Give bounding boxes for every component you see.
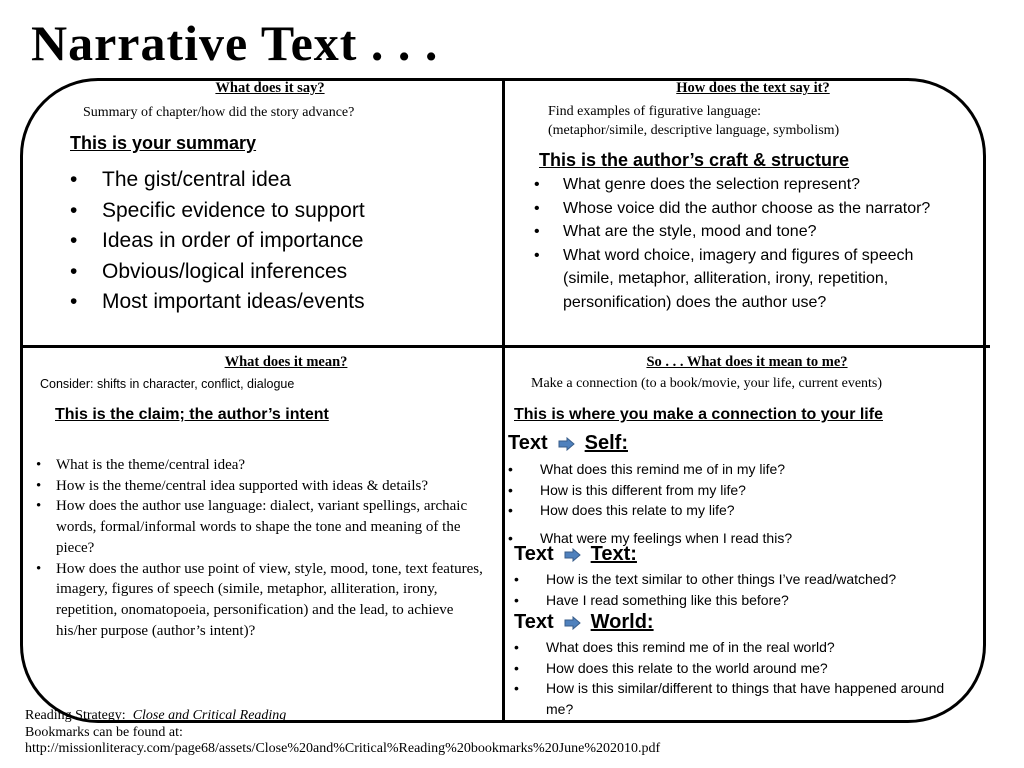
text-text-heading [514,543,637,566]
q2-bullet-list [534,173,954,315]
q1-subtitle: Summary of chapter/how did the story advance? [83,105,355,120]
footer-url[interactable]: http://missionliteracy.com/page68/assets/Close%20and%Critical%Reading%20bookmarks%20June%202010.pdf [25,741,661,756]
text-world-right: World: [590,611,654,633]
bullet-icon: • [508,529,513,546]
horizontal-divider [22,345,990,348]
bullet-icon: • [36,477,42,494]
list-item: • How does the author use language: dialect, variant spellings, archaic words, formal/informal words to shape the tone and meaning of the piece? [36,498,468,556]
text-text-bullet-list [514,569,896,610]
text-self-heading [508,432,628,455]
right-arrow-icon [564,548,581,562]
bullet-icon: • [508,502,513,519]
list-item: • What does this remind me of in the real world? [514,637,954,658]
list-item: • How does the author use point of view, style, mood, tone, text features, imagery, figures of speech (simile, metaphor, alliteration, irony, repetition, onomatopoeia, personification) and the lead, to achieve his/her purpose (author’s intent)? [36,560,483,639]
list-item: • Ideas in order of importance [70,226,365,257]
list-item: • What does this remind me of in my life? [508,459,792,480]
list-item: • What genre does the selection represent? [534,173,954,197]
q3-subtitle: Consider: shifts in character, conflict, dialogue [40,377,295,391]
q3-question: What does it mean? [224,354,348,370]
vertical-divider [502,80,505,722]
list-item: • Whose voice did the author choose as the narrator? [534,197,954,221]
text-world-left: Text [514,611,554,633]
text-self-bullet-list [508,459,792,548]
page-title: Narrative Text . . . [31,15,439,71]
list-item: • How does this relate to the world around me? [514,658,954,679]
bullet-icon: • [514,639,519,655]
bullet-icon: • [70,290,78,313]
bullet-icon: • [514,591,519,608]
q4-heading: This is where you make a connection to your life [514,406,883,423]
list-item: • What word choice, imagery and figures of speech (simile, metaphor, alliteration, irony, repetition, personification) does the author use? [534,244,954,315]
q3-heading: This is the claim; the author’s intent [55,406,329,423]
footer [25,708,660,758]
bullet-icon: • [36,498,42,515]
text-self-right: Self: [584,432,628,454]
text-text-right: Text: [590,543,637,565]
footer-label: Reading Strategy: [25,708,126,723]
q2-subtitle-line2: (metaphor/simile, descriptive language, symbolism) [548,123,840,138]
q2-subtitle-line1: Find examples of figurative language: [548,104,762,119]
q4-question: So . . . What does it mean to me? [646,354,848,370]
text-text-left: Text [514,543,554,565]
footer-strategy-line [25,708,660,725]
bullet-icon: • [508,461,513,477]
list-item: • What are the style, mood and tone? [534,220,954,244]
bullet-icon: • [70,229,78,252]
list-item: • How is the text similar to other things I’ve read/watched? [514,569,896,590]
list-item: • How is this similar/different to things that have happened around me? [514,680,945,717]
list-item: • What were my feelings when I read this? [508,528,792,549]
text-self-left: Text [508,432,548,454]
list-item: • How does this relate to my life? [508,500,792,521]
list-item: • Specific evidence to support [70,196,365,227]
footer-bookmarks-line: Bookmarks can be found at: [25,724,183,740]
q1-heading: This is your summary [70,133,257,153]
q1-bullet-list [70,165,365,318]
q3-bullet-list [36,455,486,641]
list-item: • How is the theme/central idea supported with ideas & details? [36,476,486,497]
q2-heading: This is the author’s craft & structure [539,150,850,170]
bullet-icon: • [534,246,540,264]
bullet-icon: • [534,199,540,217]
q1-question: What does it say? [215,80,325,96]
bullet-icon: • [514,571,519,587]
q2-question: How does the text say it? [676,80,830,96]
text-world-heading [514,611,654,634]
list-item: • Obvious/logical inferences [70,257,365,288]
bullet-icon: • [534,176,540,193]
bullet-icon: • [36,560,42,577]
list-item: • What is the theme/central idea? [36,455,486,476]
list-item: • Have I read something like this before? [514,590,896,611]
bullet-icon: • [70,259,78,283]
bullet-icon: • [534,223,540,241]
right-arrow-icon [564,616,581,630]
right-arrow-icon [558,437,575,451]
list-item: • How is this different from my life? [508,480,792,501]
bullet-icon: • [70,168,78,191]
bullet-icon: • [514,680,519,697]
list-item: • Most important ideas/events [70,287,365,318]
bullet-icon: • [70,198,78,222]
q4-subtitle: Make a connection (to a book/movie, your life, current events) [531,376,883,391]
bullet-icon: • [514,659,519,676]
footer-strategy: Close and Critical Reading [132,708,287,723]
bullet-icon: • [508,481,513,498]
bullet-icon: • [36,457,42,473]
list-item: • The gist/central idea [70,165,365,196]
